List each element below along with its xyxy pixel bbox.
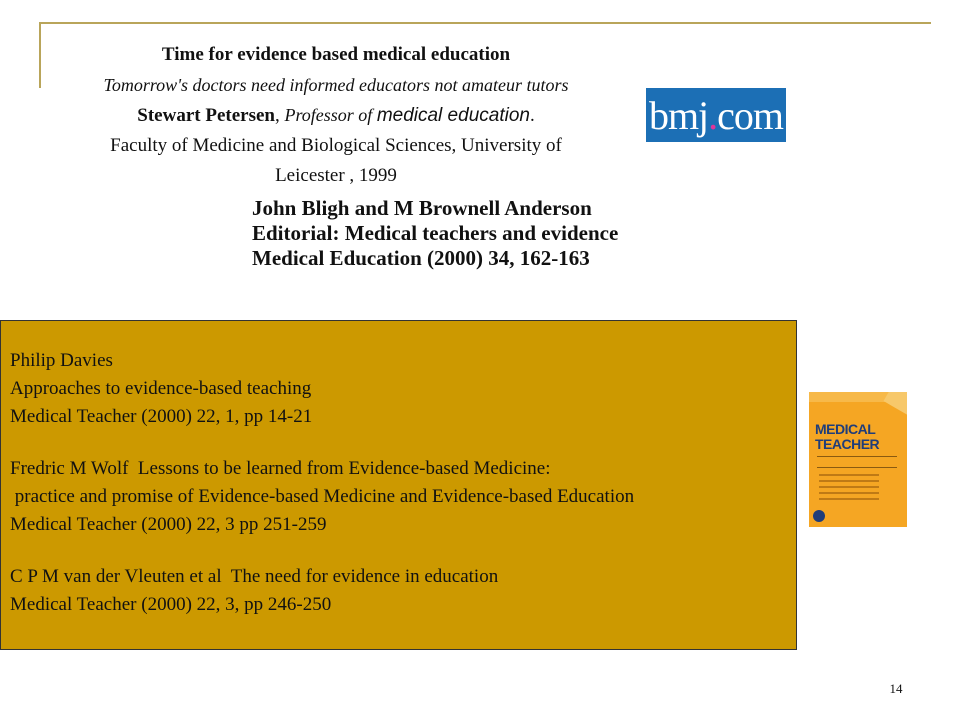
reference-1-author: Philip Davies — [10, 350, 113, 371]
cover-masthead — [815, 422, 899, 452]
bmj-logo-dot: . — [708, 92, 718, 138]
reference-3-author-title: C P M van der Vleuten et al The need for evidence in education — [10, 566, 499, 587]
slide-frame-top-border — [40, 22, 931, 24]
cover-seal-icon — [813, 510, 825, 522]
editorial-authors: John Bligh and M Brownell Anderson — [252, 196, 592, 220]
reference-1-title: Approaches to evidence-based teaching — [10, 378, 312, 399]
article-author: Stewart Petersen — [137, 105, 275, 126]
article-affiliation-year: Leicester , 1999 — [275, 165, 397, 186]
article-author-end: . — [529, 105, 535, 126]
reference-spacer — [10, 539, 796, 563]
reference-3-citation: Medical Teacher (2000) 22, 3, pp 246-250 — [10, 594, 332, 615]
cover-title-line2: TEACHER — [815, 436, 880, 452]
reference-1-citation: Medical Teacher (2000) 22, 1, pp 14-21 — [10, 406, 313, 427]
bmj-logo-part1: bmj — [648, 92, 709, 138]
page-number: 14 — [889, 681, 903, 696]
reference-2-title-cont: practice and promise of Evidence-based Medicine and Evidence-based Education — [10, 486, 635, 507]
bmj-logo-part2: com — [717, 92, 784, 138]
reference-2-citation: Medical Teacher (2000) 22, 3 pp 251-259 — [10, 514, 327, 535]
cover-corner-flash — [884, 392, 907, 416]
medical-teacher-cover-image — [809, 392, 907, 527]
cover-contents-lines — [819, 474, 879, 504]
article-header — [38, 40, 634, 191]
article-title: Time for evidence based medical education — [161, 44, 511, 65]
references-box — [0, 320, 797, 650]
article-affiliation: Faculty of Medicine and Biological Sciences, University of — [110, 135, 562, 156]
article-author-role: Professor of — [284, 105, 377, 125]
editorial-citation: Medical Education (2000) 34, 162-163 — [252, 246, 590, 270]
bmj-logo — [646, 88, 786, 142]
editorial-reference — [252, 196, 618, 271]
cover-title-line1: MEDICAL — [815, 421, 876, 437]
article-author-subject: medical education — [376, 105, 530, 126]
article-subtitle: Tomorrow's doctors need informed educators not amateur tutors — [103, 75, 569, 95]
reference-2-author-title: Fredric M Wolf Lessons to be learned from Evidence-based Medicine: — [10, 458, 551, 479]
editorial-title: Editorial: Medical teachers and evidence — [252, 221, 619, 245]
article-author-line — [38, 100, 634, 131]
cover-subtitle-rule — [817, 456, 897, 468]
reference-spacer — [10, 431, 796, 455]
article-author-separator: , — [274, 105, 285, 126]
